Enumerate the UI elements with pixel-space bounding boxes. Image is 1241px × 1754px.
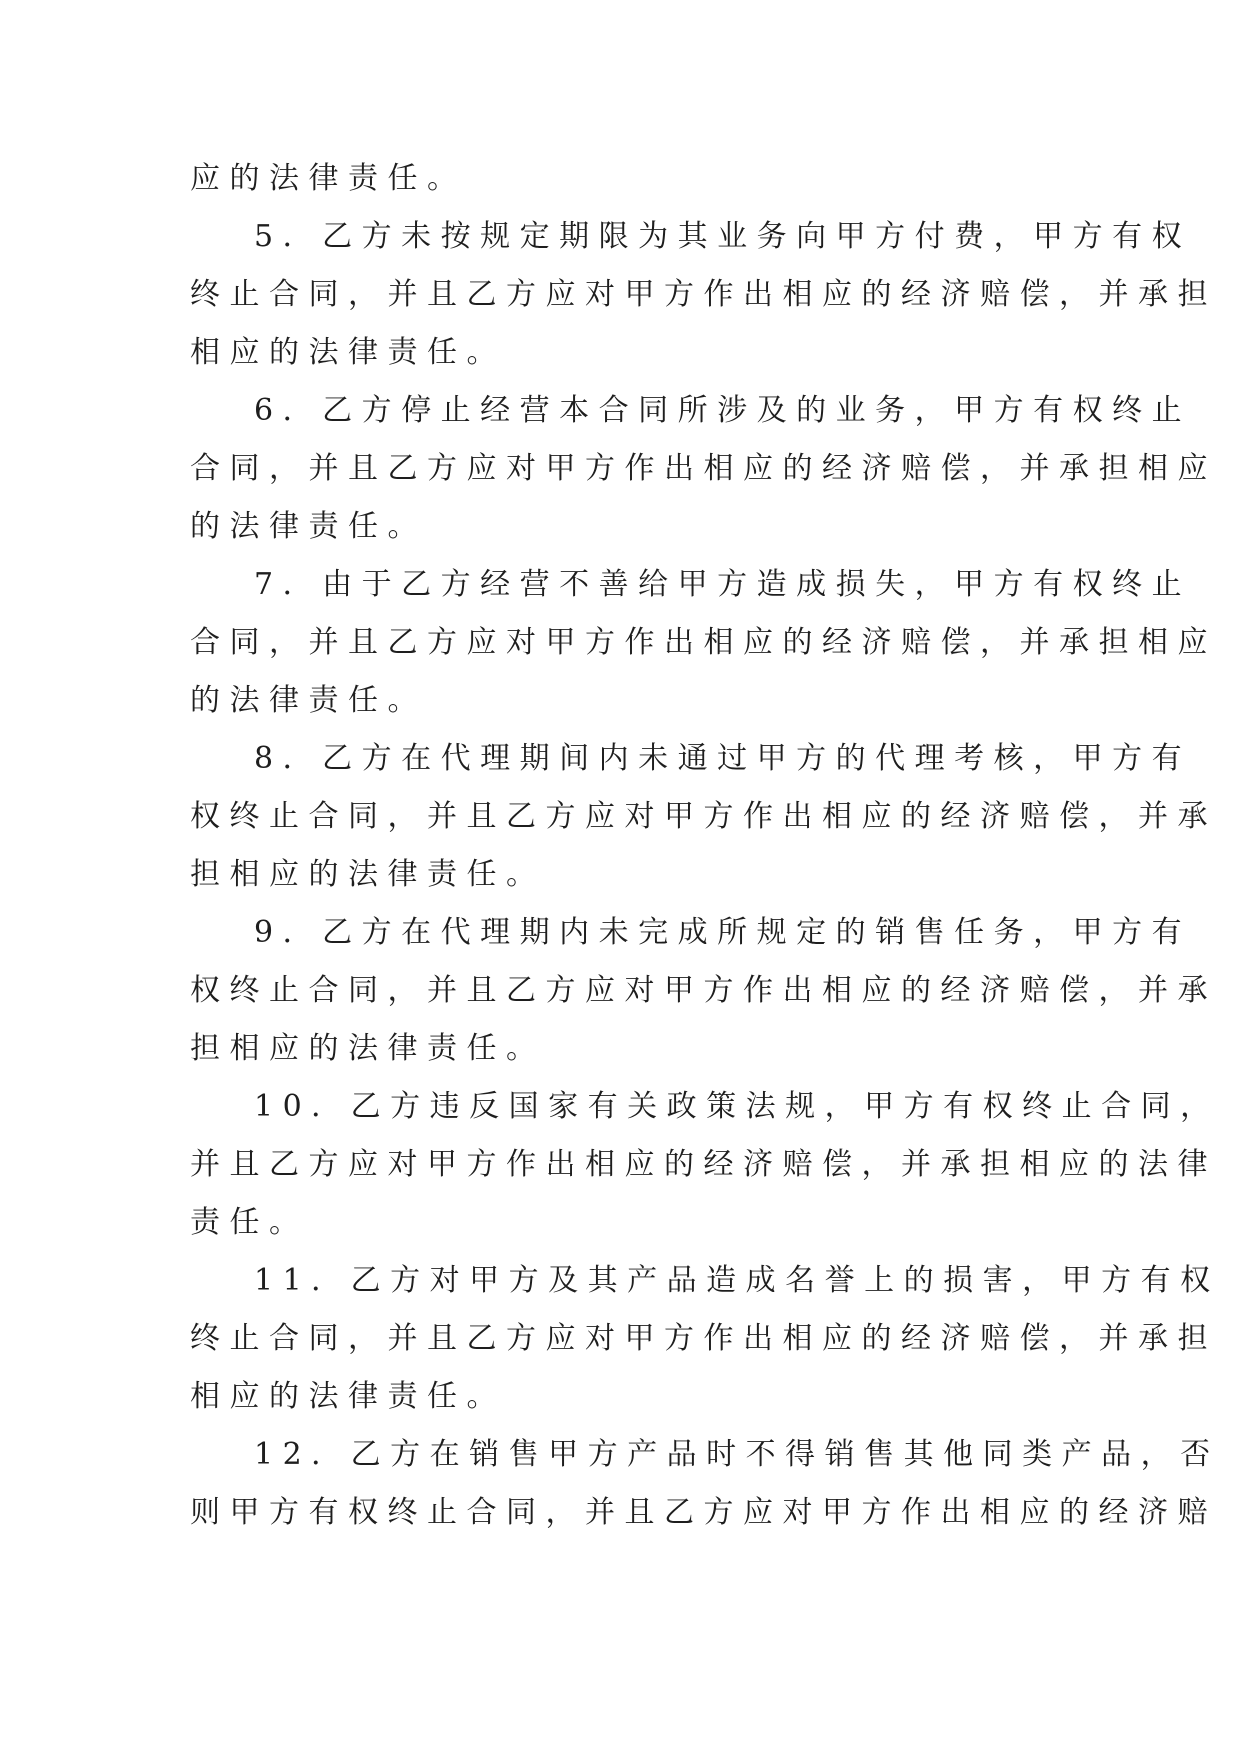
text-line: 合同，并且乙方应对甲方作出相应的经济赔偿，并承担相应 [190,451,1217,486]
clause-5-start: 5．乙方未按规定期限为其业务向甲方付费，甲方有权 [254,219,1192,254]
text-line: 相应的法律责任。 [190,335,506,370]
text-line: 终止合同，并且乙方应对甲方作出相应的经济赔偿，并承担 [190,1321,1217,1356]
clause-10-start: 10．乙方违反国家有关政策法规，甲方有权终止合同， [254,1089,1220,1124]
text-line: 担相应的法律责任。 [190,1031,546,1066]
text-line: 相应的法律责任。 [190,1379,506,1414]
text-line: 责任。 [190,1205,309,1240]
clause-12-start: 12．乙方在销售甲方产品时不得销售其他同类产品，否 [254,1437,1220,1472]
text-line: 担相应的法律责任。 [190,857,546,892]
text-line: 权终止合同，并且乙方应对甲方作出相应的经济赔偿，并承 [190,799,1217,834]
text-line: 合同，并且乙方应对甲方作出相应的经济赔偿，并承担相应 [190,625,1217,660]
clause-8-start: 8．乙方在代理期间内未通过甲方的代理考核，甲方有 [254,741,1192,776]
contract-body [190,150,1220,1542]
clause-7-start: 7．由于乙方经营不善给甲方造成损失，甲方有权终止 [254,567,1192,602]
text-line: 权终止合同，并且乙方应对甲方作出相应的经济赔偿，并承 [190,973,1217,1008]
clause-9-start: 9．乙方在代理期内未完成所规定的销售任务，甲方有 [254,915,1192,950]
text-line: 则甲方有权终止合同，并且乙方应对甲方作出相应的经济赔 [190,1495,1217,1530]
text-line: 终止合同，并且乙方应对甲方作出相应的经济赔偿，并承担 [190,277,1217,312]
text-line: 应的法律责任。 [190,161,467,196]
clause-11-start: 11．乙方对甲方及其产品造成名誉上的损害，甲方有权 [254,1263,1220,1298]
text-line: 的法律责任。 [190,509,427,544]
text-line: 并且乙方应对甲方作出相应的经济赔偿，并承担相应的法律 [190,1147,1217,1182]
clause-6-start: 6．乙方停止经营本合同所涉及的业务，甲方有权终止 [254,393,1192,428]
text-line: 的法律责任。 [190,683,427,718]
